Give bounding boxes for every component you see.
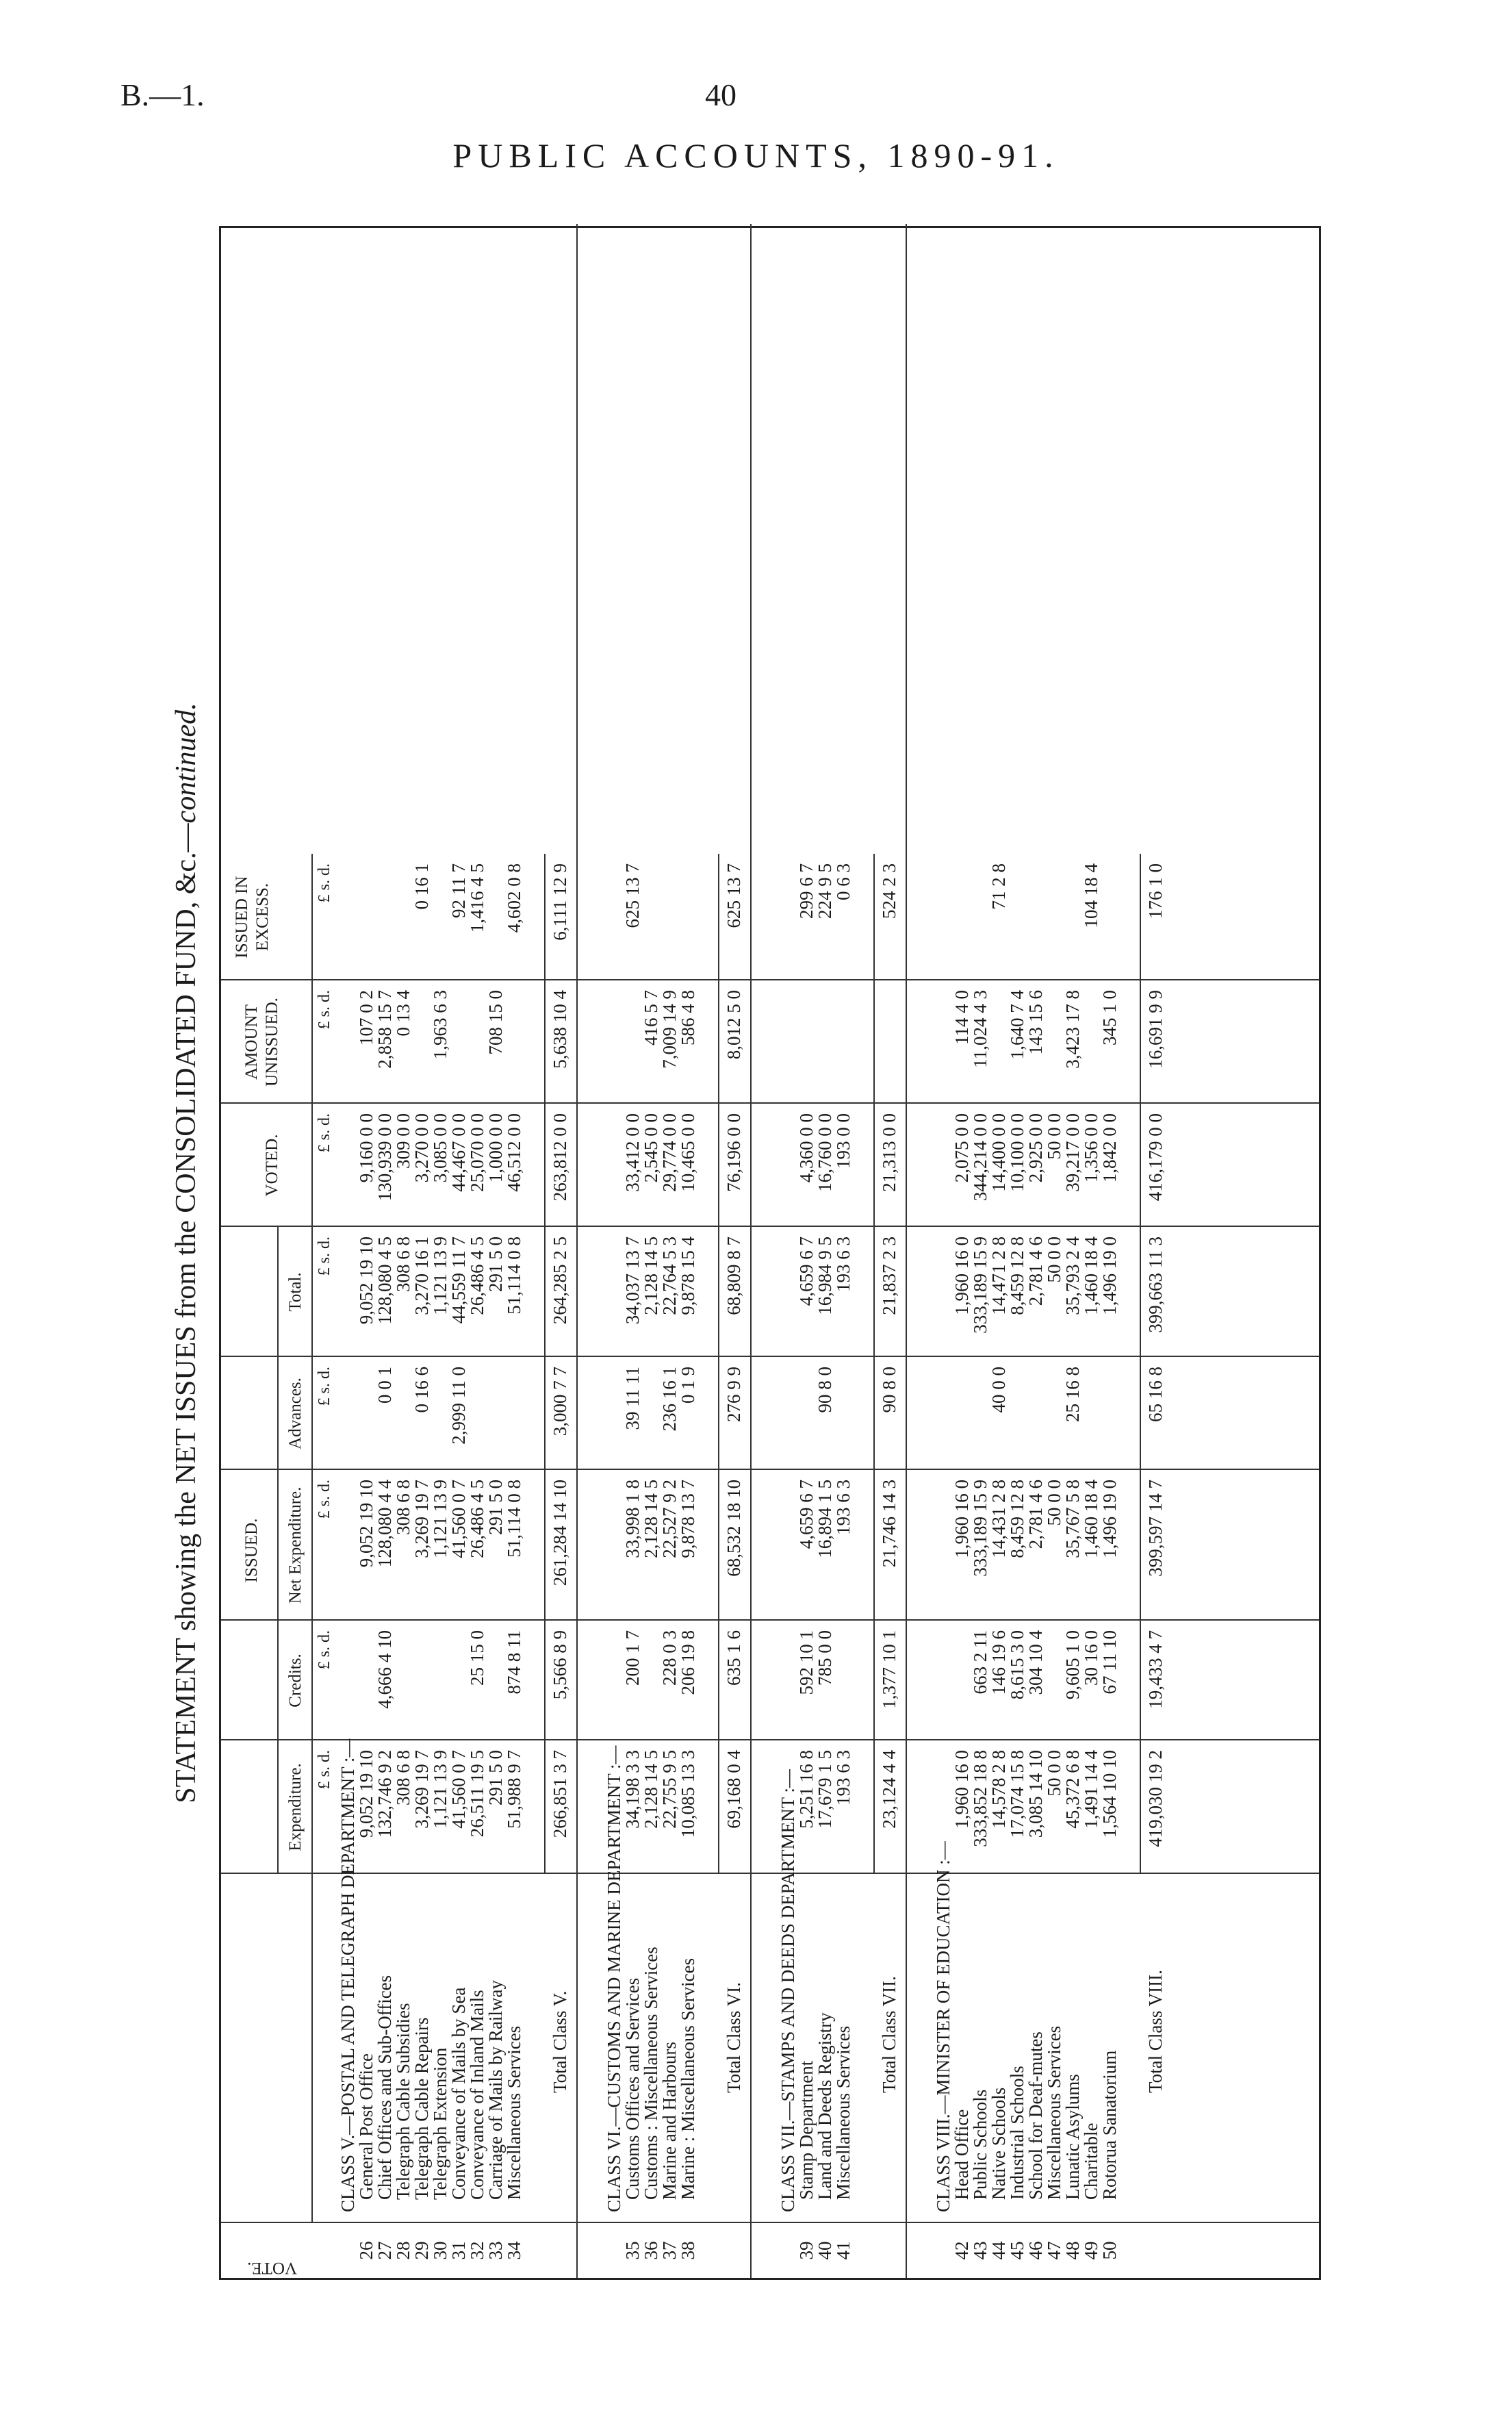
row-label: Chief Offices and Sub-Offices xyxy=(374,1975,395,2200)
amount-tot: 9,052 19 10 xyxy=(356,1237,376,1325)
amount-tot: 4,659 6 7 xyxy=(796,1237,817,1306)
amount-tot: 333,189 15 9 xyxy=(970,1237,990,1334)
total-voted: 76,196 0 0 xyxy=(723,1113,744,1192)
amount-exc: 4,602 0 8 xyxy=(504,863,524,933)
vote-number: 33 xyxy=(485,2241,506,2260)
amount-adv: 2,999 11 0 xyxy=(448,1367,469,1445)
total-adv: 3,000 7 7 xyxy=(550,1367,570,1436)
header-total: Total. xyxy=(286,1272,305,1312)
amount-exp: 17,679 1 5 xyxy=(815,1750,835,1829)
amount-tot: 128,080 4 5 xyxy=(374,1237,395,1325)
amount-net: 41,560 0 7 xyxy=(448,1480,469,1558)
total-adv: 90 8 0 xyxy=(879,1367,899,1413)
amount-exp: 1,564 10 10 xyxy=(1099,1750,1120,1838)
amount-tot: 291 5 0 xyxy=(485,1237,506,1292)
amount-exp: 308 6 8 xyxy=(393,1750,413,1805)
total-voted: 21,313 0 0 xyxy=(879,1113,899,1192)
total-rule xyxy=(1140,854,1141,1874)
amount-exp: 14,578 2 8 xyxy=(988,1750,1009,1829)
row-label: Marine and Harbours xyxy=(659,2042,680,2200)
row-label: Telegraph Extension xyxy=(430,2047,450,2200)
amount-cred: 874 8 11 xyxy=(504,1630,524,1695)
class-heading: CLASS VI.—CUSTOMS AND MARINE DEPARTMENT :— xyxy=(604,1745,624,2212)
amount-voted: 2,925 0 0 xyxy=(1025,1113,1046,1183)
total-exc: 176 1 0 xyxy=(1145,863,1166,919)
amount-uniss: 1,963 6 3 xyxy=(430,990,450,1060)
total-rule xyxy=(873,854,875,1874)
amount-cred: 785 0 0 xyxy=(815,1630,835,1686)
amount-adv: 40 0 0 xyxy=(988,1367,1009,1413)
row-label: Lunatic Asylums xyxy=(1062,2074,1083,2200)
vote-number: 50 xyxy=(1099,2241,1120,2260)
header-credits: Credits. xyxy=(286,1653,305,1708)
amount-adv: 0 16 6 xyxy=(411,1367,432,1413)
total-exp: 69,168 0 4 xyxy=(723,1750,744,1829)
amount-net: 291 5 0 xyxy=(485,1480,506,1535)
amount-exp: 45,372 6 8 xyxy=(1062,1750,1083,1829)
total-voted: 416,179 0 0 xyxy=(1145,1113,1166,1202)
vote-number: 48 xyxy=(1062,2241,1083,2260)
amount-cred: 592 10 1 xyxy=(796,1630,817,1695)
amount-exp: 3,269 19 7 xyxy=(411,1750,432,1829)
amount-uniss: 416 5 7 xyxy=(641,990,661,1045)
class-heading: CLASS VII.—STAMPS AND DEEDS DEPARTMENT :— xyxy=(778,1769,798,2212)
amount-voted: 1,356 0 0 xyxy=(1081,1113,1101,1183)
amount-cred: 8,615 3 0 xyxy=(1007,1630,1027,1700)
row-label: Telegraph Cable Repairs xyxy=(411,2017,432,2200)
total-voted: 263,812 0 0 xyxy=(550,1113,570,1202)
amount-net: 26,486 4 5 xyxy=(467,1480,487,1558)
amount-uniss: 11,024 4 3 xyxy=(970,990,990,1068)
total-label: Total Class VI. xyxy=(723,1982,744,2093)
units-label: £ s. d. xyxy=(316,1750,333,1790)
amount-voted: 193 0 0 xyxy=(833,1113,854,1169)
vote-number: 26 xyxy=(356,2241,376,2260)
units-label: £ s. d. xyxy=(316,990,333,1030)
amount-cred: 25 15 0 xyxy=(467,1630,487,1686)
row-label: Stamp Department xyxy=(796,2060,817,2200)
amount-tot: 308 6 8 xyxy=(393,1237,413,1292)
amount-voted: 14,400 0 0 xyxy=(988,1113,1009,1192)
amount-exp: 3,085 14 10 xyxy=(1025,1750,1046,1838)
amount-tot: 8,459 12 8 xyxy=(1007,1237,1027,1315)
total-tot: 68,809 8 7 xyxy=(723,1237,744,1315)
amount-voted: 46,512 0 0 xyxy=(504,1113,524,1192)
amount-cred: 4,666 4 10 xyxy=(374,1630,395,1709)
amount-net: 8,459 12 8 xyxy=(1007,1480,1027,1558)
row-label: Carriage of Mails by Railway xyxy=(485,1980,506,2200)
vote-number: 37 xyxy=(659,2241,680,2260)
vote-number: 41 xyxy=(833,2241,854,2260)
amount-exp: 193 6 3 xyxy=(833,1750,854,1805)
class-separator xyxy=(906,224,907,2278)
amount-net: 9,878 13 7 xyxy=(678,1480,698,1558)
amount-voted: 10,465 0 0 xyxy=(678,1113,698,1192)
vote-number: 49 xyxy=(1081,2241,1101,2260)
page-title: PUBLIC ACCOUNTS, 1890-91. xyxy=(452,136,1060,175)
header-rule-issued xyxy=(277,1227,279,1874)
units-label: £ s. d. xyxy=(316,1367,333,1406)
amount-voted: 44,467 0 0 xyxy=(448,1113,469,1192)
amount-voted: 344,214 0 0 xyxy=(970,1113,990,1202)
units-label: £ s. d. xyxy=(316,1237,333,1276)
total-net: 21,746 14 3 xyxy=(879,1480,899,1568)
amount-net: 4,659 6 7 xyxy=(796,1480,817,1549)
amount-voted: 16,760 0 0 xyxy=(815,1113,835,1192)
amount-tot: 34,037 13 7 xyxy=(622,1237,643,1325)
amount-uniss: 708 15 0 xyxy=(485,990,506,1055)
vote-number: 43 xyxy=(970,2241,990,2260)
amount-uniss: 7,009 14 9 xyxy=(659,990,680,1069)
amount-uniss: 345 1 0 xyxy=(1099,990,1120,1045)
amount-adv: 0 0 1 xyxy=(374,1367,395,1404)
amount-voted: 9,160 0 0 xyxy=(356,1113,376,1183)
amount-cred: 663 2 11 xyxy=(970,1630,990,1695)
total-tot: 264,285 2 5 xyxy=(550,1237,570,1325)
amount-voted: 50 0 0 xyxy=(1044,1113,1064,1160)
row-label: Public Schools xyxy=(970,2089,990,2200)
amount-exc: 92 11 7 xyxy=(448,863,469,918)
amount-net: 193 6 3 xyxy=(833,1480,854,1535)
header-advances: Advances. xyxy=(286,1378,305,1449)
row-label: Miscellaneous Services xyxy=(833,2025,854,2200)
row-label: Head Office xyxy=(951,2109,972,2200)
amount-net: 22,527 9 2 xyxy=(659,1480,680,1558)
amount-exc: 0 6 3 xyxy=(833,863,854,900)
amount-net: 16,894 1 5 xyxy=(815,1480,835,1558)
amount-exp: 1,960 16 0 xyxy=(951,1750,972,1829)
amount-voted: 1,000 0 0 xyxy=(485,1113,506,1183)
caption-main: STATEMENT showing the NET ISSUES from the CONSOLIDATED FUND, &c.— xyxy=(170,823,202,1803)
amount-exp: 132,746 9 2 xyxy=(374,1750,395,1838)
amount-tot: 22,764 5 3 xyxy=(659,1237,680,1315)
total-label: Total Class VII. xyxy=(879,1976,899,2093)
amount-voted: 1,842 0 0 xyxy=(1099,1113,1120,1183)
vote-number: 40 xyxy=(815,2241,835,2260)
class-separator xyxy=(750,224,752,2278)
vote-number: 28 xyxy=(393,2241,413,2260)
amount-exp: 1,121 13 9 xyxy=(430,1750,450,1829)
total-cred: 1,377 10 1 xyxy=(879,1630,899,1709)
statement-table xyxy=(219,226,1321,2280)
class-heading: CLASS VIII.—MINISTER OF EDUCATION :— xyxy=(933,1841,953,2212)
page-code: B.—1. xyxy=(120,77,205,112)
row-label: Rotorua Sanatorium xyxy=(1099,2050,1120,2200)
amount-exc: 104 18 4 xyxy=(1081,863,1101,928)
amount-exc: 625 13 7 xyxy=(622,863,643,928)
row-label: Conveyance of Mails by Sea xyxy=(448,1987,469,2200)
total-exc: 625 13 7 xyxy=(723,863,744,928)
amount-cred: 9,605 1 0 xyxy=(1062,1630,1083,1700)
row-label: Native Schools xyxy=(988,2087,1009,2200)
total-rule xyxy=(718,854,719,1874)
amount-voted: 10,100 0 0 xyxy=(1007,1113,1027,1192)
header-excess: ISSUED IN EXCESS. xyxy=(233,876,272,959)
vote-number: 27 xyxy=(374,2241,395,2260)
row-label: General Post Office xyxy=(356,2053,376,2200)
amount-uniss: 114 4 0 xyxy=(951,990,972,1045)
amount-voted: 39,217 0 0 xyxy=(1062,1113,1083,1192)
amount-exp: 2,128 14 5 xyxy=(641,1750,661,1829)
amount-uniss: 3,423 17 8 xyxy=(1062,990,1083,1069)
total-rule xyxy=(544,854,546,1874)
amount-tot: 3,270 16 1 xyxy=(411,1237,432,1315)
amount-net: 1,121 13 9 xyxy=(430,1480,450,1558)
amount-tot: 1,460 18 4 xyxy=(1081,1237,1101,1315)
amount-exp: 5,251 16 8 xyxy=(796,1750,817,1829)
header-rule-bottom xyxy=(311,854,313,2223)
total-uniss: 8,012 5 0 xyxy=(723,990,744,1060)
amount-exp: 41,560 0 7 xyxy=(448,1750,469,1829)
total-cred: 5,566 8 9 xyxy=(550,1630,570,1700)
amount-exp: 333,852 18 8 xyxy=(970,1750,990,1847)
amount-voted: 2,545 0 0 xyxy=(641,1113,661,1183)
total-exc: 524 2 3 xyxy=(879,863,899,919)
header-unissued: AMOUNT UNISSUED. xyxy=(242,998,281,1087)
amount-voted: 33,412 0 0 xyxy=(622,1113,643,1192)
amount-uniss: 586 4 8 xyxy=(678,990,698,1045)
rotated-statement xyxy=(170,226,1327,2280)
vote-number: 36 xyxy=(641,2241,661,2260)
amount-exp: 26,511 19 5 xyxy=(467,1750,487,1838)
total-exc: 6,111 12 9 xyxy=(550,863,570,941)
class-heading: CLASS V.—POSTAL AND TELEGRAPH DEPARTMENT :— xyxy=(337,1738,358,2212)
amount-exp: 1,491 14 4 xyxy=(1081,1750,1101,1829)
row-label: Charitable xyxy=(1081,2122,1101,2200)
amount-exp: 51,988 9 7 xyxy=(504,1750,524,1829)
amount-exp: 22,755 9 5 xyxy=(659,1750,680,1829)
amount-tot: 35,793 2 4 xyxy=(1062,1237,1083,1315)
header-vote: VOTE. xyxy=(247,2259,298,2277)
total-net: 399,597 14 7 xyxy=(1145,1480,1166,1577)
total-uniss: 16,691 9 9 xyxy=(1145,990,1166,1069)
total-net: 68,532 18 10 xyxy=(723,1480,744,1577)
amount-exc: 299 6 7 xyxy=(796,863,817,919)
amount-exc: 71 2 8 xyxy=(988,863,1009,910)
amount-exc: 224 9 5 xyxy=(815,863,835,919)
vote-number: 44 xyxy=(988,2241,1009,2260)
vote-number: 30 xyxy=(430,2241,450,2260)
total-cred: 635 1 6 xyxy=(723,1630,744,1686)
amount-voted: 2,075 0 0 xyxy=(951,1113,972,1183)
vote-number: 31 xyxy=(448,2241,469,2260)
class-separator xyxy=(576,224,578,2278)
amount-uniss: 1,640 7 4 xyxy=(1007,990,1027,1060)
header-expenditure: Expenditure. xyxy=(286,1763,305,1851)
amount-tot: 9,878 15 4 xyxy=(678,1237,698,1315)
total-adv: 65 16 8 xyxy=(1145,1367,1166,1422)
amount-net: 3,269 19 7 xyxy=(411,1480,432,1558)
amount-net: 128,080 4 4 xyxy=(374,1480,395,1568)
row-label: Industrial Schools xyxy=(1007,2066,1027,2200)
amount-cred: 206 19 8 xyxy=(678,1630,698,1695)
amount-net: 50 0 0 xyxy=(1044,1480,1064,1526)
amount-adv: 236 16 1 xyxy=(659,1367,680,1432)
amount-cred: 67 11 10 xyxy=(1099,1630,1120,1695)
row-label: Miscellaneous Services xyxy=(504,2025,524,2200)
amount-adv: 25 16 8 xyxy=(1062,1367,1083,1422)
amount-tot: 50 0 0 xyxy=(1044,1237,1064,1283)
row-label: Marine : Miscellaneous Services xyxy=(678,1957,698,2200)
amount-exp: 10,085 13 3 xyxy=(678,1750,698,1838)
units-label: £ s. d. xyxy=(316,1113,333,1153)
header-issued: ISSUED. xyxy=(242,1518,261,1583)
header-net: Net Expenditure. xyxy=(286,1486,305,1604)
total-label: Total Class V. xyxy=(550,1990,570,2093)
vote-number: 39 xyxy=(796,2241,817,2260)
page-number: 40 xyxy=(705,77,736,112)
amount-tot: 51,114 0 8 xyxy=(504,1237,524,1315)
amount-tot: 2,781 4 6 xyxy=(1025,1237,1046,1306)
row-label: Conveyance of Inland Mails xyxy=(467,1990,487,2200)
caption-continued: continued. xyxy=(170,702,202,824)
amount-tot: 26,486 4 5 xyxy=(467,1237,487,1315)
total-cred: 19,433 4 7 xyxy=(1145,1630,1166,1709)
total-exp: 419,030 19 2 xyxy=(1145,1750,1166,1847)
row-label: Telegraph Cable Subsidies xyxy=(393,2003,413,2200)
amount-net: 308 6 8 xyxy=(393,1480,413,1535)
header-voted: VOTED. xyxy=(263,1134,281,1197)
amount-voted: 309 0 0 xyxy=(393,1113,413,1169)
amount-uniss: 0 13 4 xyxy=(393,990,413,1037)
amount-net: 1,460 18 4 xyxy=(1081,1480,1101,1558)
row-label: Miscellaneous Services xyxy=(1044,2025,1064,2200)
amount-cred: 304 10 4 xyxy=(1025,1630,1046,1695)
vote-number: 38 xyxy=(678,2241,698,2260)
amount-exp: 34,198 3 3 xyxy=(622,1750,643,1829)
amount-net: 33,998 1 8 xyxy=(622,1480,643,1558)
vote-number: 45 xyxy=(1007,2241,1027,2260)
amount-net: 35,767 5 8 xyxy=(1062,1480,1083,1558)
amount-net: 1,496 19 0 xyxy=(1099,1480,1120,1558)
amount-net: 2,781 4 6 xyxy=(1025,1480,1046,1549)
amount-uniss: 143 15 6 xyxy=(1025,990,1046,1055)
amount-exp: 9,052 19 10 xyxy=(356,1750,376,1838)
amount-tot: 1,496 19 0 xyxy=(1099,1237,1120,1315)
amount-exc: 0 16 1 xyxy=(411,863,432,910)
total-exp: 23,124 4 4 xyxy=(879,1750,899,1829)
amount-voted: 3,270 0 0 xyxy=(411,1113,432,1183)
amount-net: 14,431 2 8 xyxy=(988,1480,1009,1558)
total-adv: 276 9 9 xyxy=(723,1367,744,1422)
total-tot: 21,837 2 3 xyxy=(879,1237,899,1315)
amount-voted: 25,070 0 0 xyxy=(467,1113,487,1192)
vote-number: 34 xyxy=(504,2241,524,2260)
amount-net: 1,960 16 0 xyxy=(951,1480,972,1558)
amount-tot: 193 6 3 xyxy=(833,1237,854,1292)
vote-number: 46 xyxy=(1025,2241,1046,2260)
total-label: Total Class VIII. xyxy=(1145,1970,1166,2093)
vote-number: 35 xyxy=(622,2241,643,2260)
amount-tot: 1,121 13 9 xyxy=(430,1237,450,1315)
row-label: Customs : Miscellaneous Services xyxy=(641,1947,661,2200)
amount-cred: 228 0 3 xyxy=(659,1630,680,1686)
vote-number: 42 xyxy=(951,2241,972,2260)
amount-net: 2,128 14 5 xyxy=(641,1480,661,1558)
amount-voted: 4,360 0 0 xyxy=(796,1113,817,1183)
amount-adv: 0 1 9 xyxy=(678,1367,698,1404)
amount-adv: 90 8 0 xyxy=(815,1367,835,1413)
amount-uniss: 107 0 2 xyxy=(356,990,376,1045)
amount-tot: 16,984 9 5 xyxy=(815,1237,835,1315)
amount-cred: 30 16 0 xyxy=(1081,1630,1101,1686)
amount-cred: 200 1 7 xyxy=(622,1630,643,1686)
total-tot: 399,663 11 3 xyxy=(1145,1237,1166,1333)
table-caption xyxy=(170,226,218,2280)
amount-adv: 39 11 11 xyxy=(622,1367,643,1430)
vote-number: 29 xyxy=(411,2241,432,2260)
vote-number: 32 xyxy=(467,2241,487,2260)
amount-exp: 50 0 0 xyxy=(1044,1750,1064,1797)
amount-net: 51,114 0 8 xyxy=(504,1480,524,1558)
amount-exp: 17,074 15 8 xyxy=(1007,1750,1027,1838)
amount-exp: 291 5 0 xyxy=(485,1750,506,1805)
amount-voted: 29,774 0 0 xyxy=(659,1113,680,1192)
amount-exc: 1,416 4 5 xyxy=(467,863,487,933)
total-exp: 266,851 3 7 xyxy=(550,1750,570,1838)
amount-net: 333,189 15 9 xyxy=(970,1480,990,1577)
amount-voted: 3,085 0 0 xyxy=(430,1113,450,1183)
row-label: Customs Offices and Services xyxy=(622,1977,643,2200)
amount-cred: 146 19 6 xyxy=(988,1630,1009,1695)
row-label: School for Deaf-mutes xyxy=(1025,2031,1046,2200)
row-label: Land and Deeds Registry xyxy=(815,2012,835,2200)
amount-tot: 14,471 2 8 xyxy=(988,1237,1009,1315)
amount-net: 9,052 19 10 xyxy=(356,1480,376,1568)
units-label: £ s. d. xyxy=(316,863,333,903)
amount-uniss: 2,858 15 7 xyxy=(374,990,395,1069)
amount-tot: 1,960 16 0 xyxy=(951,1237,972,1315)
units-label: £ s. d. xyxy=(316,1480,333,1519)
total-net: 261,284 14 10 xyxy=(550,1480,570,1586)
amount-tot: 2,128 14 5 xyxy=(641,1237,661,1315)
total-uniss: 5,638 10 4 xyxy=(550,990,570,1069)
vote-number: 47 xyxy=(1044,2241,1064,2260)
amount-tot: 44,559 11 7 xyxy=(448,1237,469,1324)
amount-voted: 130,939 0 0 xyxy=(374,1113,395,1202)
units-label: £ s. d. xyxy=(316,1630,333,1670)
